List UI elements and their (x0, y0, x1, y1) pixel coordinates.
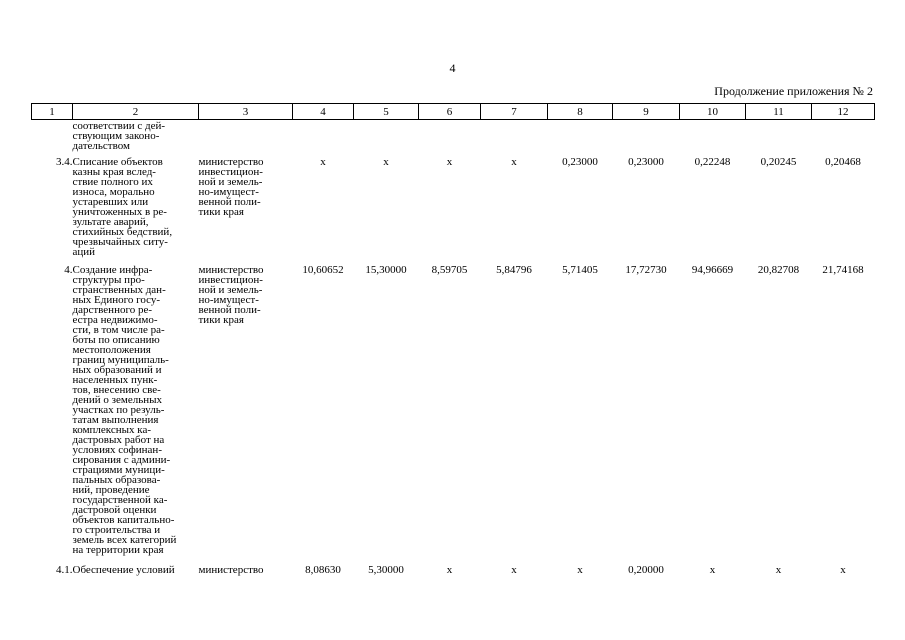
row-value: x (709, 564, 716, 576)
row-value: 10,60652 (302, 264, 344, 276)
row-value: 8,59705 (431, 264, 468, 276)
row-executor: министерство инвестицион- ной и земель- но-имущест- венной поли- тики края (198, 156, 264, 218)
row-value: 5,71405 (562, 264, 598, 276)
row-value: x (446, 564, 453, 576)
row-value: x (320, 156, 326, 168)
row-value: 0,23000 (628, 156, 664, 168)
row-value: 0,20468 (825, 156, 861, 168)
row-value: x (577, 564, 583, 576)
row-value: x (775, 564, 782, 576)
row-value: x (511, 564, 517, 576)
row-name: Обеспечение условий (72, 564, 175, 576)
row-value (481, 120, 548, 152)
table-row-4-1 (32, 555, 875, 575)
row-value (812, 120, 875, 152)
row-value: 0,20245 (760, 156, 797, 168)
row-executor (199, 120, 293, 152)
table-row-3-4 (32, 151, 875, 257)
row-value: 5,84796 (496, 264, 532, 276)
row-value: 5,30000 (368, 564, 404, 576)
column-number: 10 (680, 104, 746, 120)
column-number: 5 (354, 104, 419, 120)
column-number: 3 (199, 104, 293, 120)
page-number: 4 (449, 61, 456, 75)
row-value: 20,82708 (757, 264, 800, 276)
row-value (548, 120, 613, 152)
column-number: 1 (32, 104, 73, 120)
row-value: 15,30000 (365, 264, 407, 276)
row-name: Списание объектов казны края вслед- ствие полного их износа, морально устаревших или уничтоженных в ре- зультате аварий, стихийных бедствий, чрезвычайных ситу- аций (72, 156, 173, 258)
row-value (680, 120, 746, 152)
row-value: 0,22248 (694, 156, 731, 168)
appendix-note: Продолжение приложения № 2 (714, 84, 873, 98)
row-value: 94,96669 (691, 264, 734, 276)
row-value (354, 120, 419, 152)
row-value (746, 120, 812, 152)
row-value: 21,74168 (822, 264, 864, 276)
row-value: x (840, 564, 846, 576)
row-value: 17,72730 (625, 264, 667, 276)
row-executor: министерство (198, 564, 264, 576)
row-number (32, 120, 73, 152)
program-table (31, 103, 875, 575)
row-value: x (383, 156, 389, 168)
column-number-row (32, 104, 875, 120)
row-value: 0,23000 (562, 156, 598, 168)
table-row-continuation (32, 120, 875, 152)
row-value (613, 120, 680, 152)
row-number: 4. (64, 264, 73, 276)
row-value: x (511, 156, 517, 168)
column-number: 7 (481, 104, 548, 120)
column-number: 9 (613, 104, 680, 120)
row-number: 4.1. (56, 564, 73, 576)
column-number: 8 (548, 104, 613, 120)
table-row-4 (32, 257, 875, 555)
row-value: 8,08630 (305, 564, 341, 576)
row-name: Создание инфра- структуры про- странственных дан- ных Единого госу- дарственного ре- естра недвижимо- сти, в том числе ра- боты по описанию местоположения границ муниципаль- ных образований и населенных пунк- тов, внесению све- дений о земельных участках по резуль- татам выполнения комплексных ка- дастровых работ на условиях софинан- сирования с админи- страциями муници- пальных образова- ний, проведение государственной ка- дастровой оценки объектов капитально- го строительства и земель всех категорий на территории края (72, 264, 177, 556)
row-number: 3.4. (56, 156, 73, 168)
row-value: x (446, 156, 453, 168)
column-number: 4 (293, 104, 354, 120)
column-number: 2 (73, 104, 199, 120)
row-value (419, 120, 481, 152)
column-number: 6 (419, 104, 481, 120)
row-value (293, 120, 354, 152)
column-number: 11 (746, 104, 812, 120)
row-value: 0,20000 (628, 564, 664, 576)
row-name: соответствии с дей- ствующим законо- дательством (72, 120, 166, 152)
column-number: 12 (812, 104, 875, 120)
row-executor: министерство инвестицион- ной и земель- но-имущест- венной поли- тики края (198, 264, 264, 326)
